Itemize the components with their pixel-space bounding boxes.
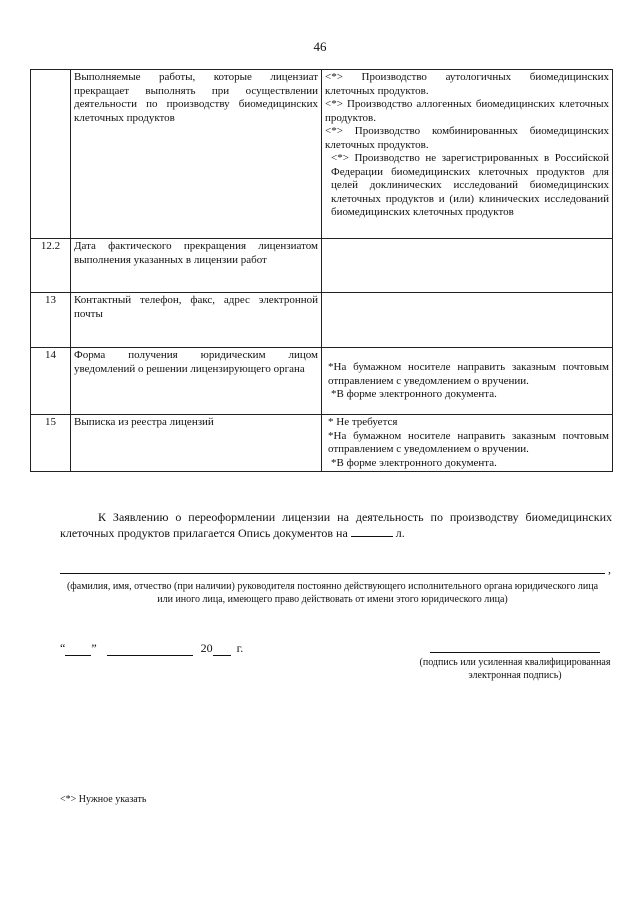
row-label: Форма получения юридическим лицом уведомлений о решении лицензирующего органа [71,348,322,415]
line-comma: , [608,562,611,576]
open-quote: “ [60,641,66,655]
row-value-empty[interactable] [322,293,613,348]
month-field[interactable] [107,643,193,656]
table-row [31,293,613,348]
year-suffix: г. [236,641,244,655]
row-value [322,415,613,472]
row-label: Дата фактического прекращения лицензиатом выполнения указанных в лицензии работ [71,239,322,293]
table-row [31,415,613,472]
signature-caption: (подпись или усиленная квалифицированная электронная подпись) [419,657,611,681]
option-combined: <*> Производство комбинированных биомедицинских клеточных продуктов. [325,125,609,151]
close-quote: ” [91,641,97,655]
option-paper-mail: *На бумажном носителе направить заказным почтовым отправлением с уведомлением о вручении. [328,361,609,387]
day-field[interactable] [65,643,91,656]
attachment-text: К Заявлению о переоформлении лицензии на деятельность по производству биомедицинских клеточных продуктов прилагается Опись документов на [60,510,612,540]
row-number [31,70,71,239]
year-field[interactable] [213,643,231,656]
date-field [60,641,243,656]
row-number: 12.2 [31,239,71,293]
row-number: 14 [31,348,71,415]
option-unregistered: <*> Производство не зарегистрированных в Российской Федерации биомедицинских клеточных продуктов для целей доклинических исследований биомедицинских клеточных продуктов и (или) клинических исследований биомедицинских клеточных продуктов [331,152,609,218]
table-row [31,70,613,239]
attachment-statement [60,509,612,541]
row-label: Контактный телефон, факс, адрес электронной почты [71,293,322,348]
option-autologous: <*> Производство аутологичных биомедицинских клеточных продуктов. [325,71,609,97]
sheet-count-field[interactable] [351,526,393,537]
option-paper-mail: *На бумажном носителе направить заказным почтовым отправлением с уведомлением о вручении. [328,429,609,455]
option-allogeneic: <*> Производство аллогенных биомедицинских клеточных продуктов. [325,98,609,124]
page-number: 46 [313,39,327,54]
signatory-caption: (фамилия, имя, отчество (при наличии) руководителя постоянно действующего исполнительного органа юридического лица или иного лица, имеющего право действовать от имени этого юридического лица) [66,581,599,605]
row-label: Выполняемые работы, которые лицензиат прекращает выполнять при осуществлении деятельности по производству биомедицинских клеточных продуктов [71,70,322,239]
row-value [322,70,613,239]
row-label: Выписка из реестра лицензий [71,415,322,472]
row-value-empty[interactable] [322,239,613,293]
option-electronic: *В форме электронного документа. [331,456,497,469]
sheets-unit: л. [395,526,405,540]
signature-field[interactable] [430,652,600,653]
option-not-required: * Не требуется [328,416,398,428]
signatory-name-field[interactable] [60,573,605,574]
row-number: 13 [31,293,71,348]
license-form-table [30,69,613,472]
footnote: <*> Нужное указать [60,794,147,805]
table-row [31,239,613,293]
row-number: 15 [31,415,71,472]
row-value [322,348,613,415]
option-electronic: *В форме электронного документа. [331,388,497,400]
year-prefix: 20 [200,641,213,655]
table-row [31,348,613,415]
